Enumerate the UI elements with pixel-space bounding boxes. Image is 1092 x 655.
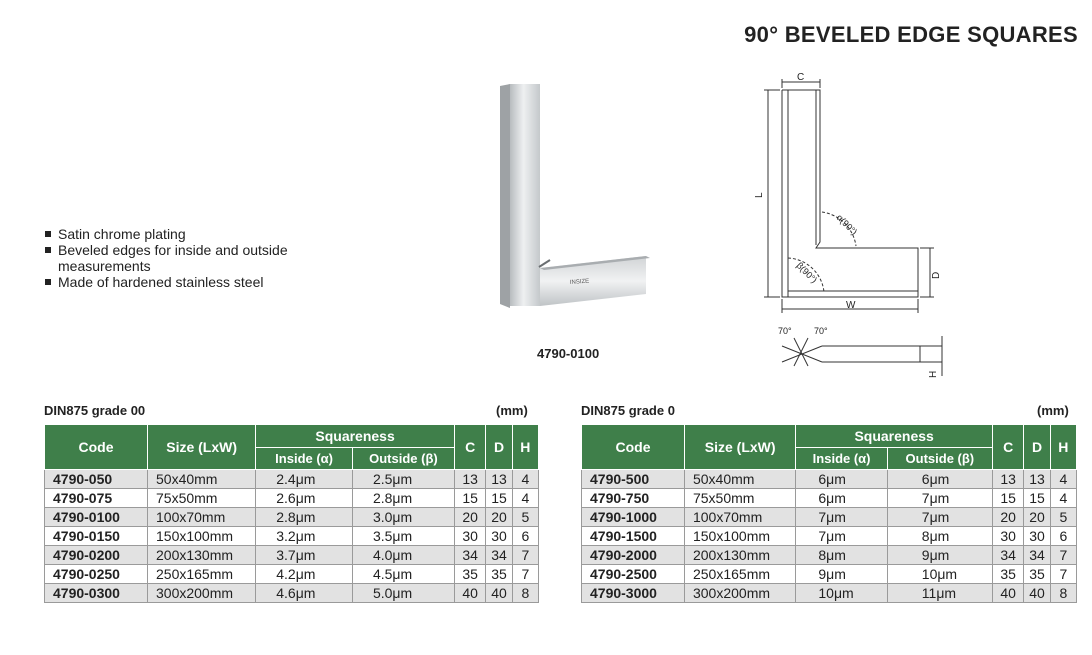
cell-d: 30 bbox=[1024, 527, 1050, 546]
cell-c: 15 bbox=[454, 489, 486, 508]
cell-outside: 7μm bbox=[887, 489, 992, 508]
cell-c: 35 bbox=[992, 565, 1024, 584]
cell-inside: 10μm bbox=[796, 584, 887, 603]
cell-inside: 2.8μm bbox=[256, 508, 353, 527]
cell-code: 4790-750 bbox=[582, 489, 685, 508]
cell-code: 4790-3000 bbox=[582, 584, 685, 603]
cell-inside: 4.6μm bbox=[256, 584, 353, 603]
cell-c: 34 bbox=[454, 546, 486, 565]
cell-h: 4 bbox=[512, 470, 538, 489]
cell-d: 13 bbox=[1024, 470, 1050, 489]
cell-outside: 2.5μm bbox=[352, 470, 454, 489]
cell-c: 30 bbox=[454, 527, 486, 546]
cell-inside: 2.6μm bbox=[256, 489, 353, 508]
feature-list bbox=[44, 226, 290, 290]
cell-size: 200x130mm bbox=[684, 546, 795, 565]
cell-inside: 3.7μm bbox=[256, 546, 353, 565]
table-row bbox=[45, 489, 539, 508]
grade-label-right: DIN875 grade 0 bbox=[581, 403, 675, 418]
label-70-right: 70° bbox=[814, 326, 828, 336]
table-row bbox=[45, 546, 539, 565]
cell-outside: 3.5μm bbox=[352, 527, 454, 546]
cell-inside: 3.2μm bbox=[256, 527, 353, 546]
cell-size: 200x130mm bbox=[148, 546, 256, 565]
cell-inside: 4.2μm bbox=[256, 565, 353, 584]
table-row bbox=[582, 489, 1077, 508]
table-row bbox=[45, 470, 539, 489]
cell-inside: 8μm bbox=[796, 546, 887, 565]
cell-h: 5 bbox=[1050, 508, 1076, 527]
header-c: C bbox=[454, 425, 486, 470]
cell-c: 13 bbox=[454, 470, 486, 489]
cell-code: 4790-050 bbox=[45, 470, 148, 489]
label-c: C bbox=[797, 72, 805, 83]
cell-h: 8 bbox=[512, 584, 538, 603]
header-size: Size (LxW) bbox=[684, 425, 795, 470]
cell-inside: 7μm bbox=[796, 508, 887, 527]
cell-d: 15 bbox=[1024, 489, 1050, 508]
unit-label-left: (mm) bbox=[496, 403, 528, 418]
cell-inside: 6μm bbox=[796, 470, 887, 489]
cell-outside: 8μm bbox=[887, 527, 992, 546]
cell-code: 4790-1000 bbox=[582, 508, 685, 527]
label-l: L bbox=[754, 192, 765, 198]
table-row bbox=[45, 508, 539, 527]
table-row bbox=[582, 527, 1077, 546]
cell-size: 100x70mm bbox=[684, 508, 795, 527]
header-size: Size (LxW) bbox=[148, 425, 256, 470]
cell-inside: 7μm bbox=[796, 527, 887, 546]
table-row bbox=[45, 527, 539, 546]
cell-size: 50x40mm bbox=[684, 470, 795, 489]
table-row bbox=[582, 565, 1077, 584]
cell-code: 4790-0100 bbox=[45, 508, 148, 527]
header-h: H bbox=[512, 425, 538, 470]
cell-d: 13 bbox=[486, 470, 512, 489]
cell-h: 7 bbox=[1050, 565, 1076, 584]
cell-h: 4 bbox=[1050, 470, 1076, 489]
table-row bbox=[582, 584, 1077, 603]
cell-c: 20 bbox=[992, 508, 1024, 527]
cell-outside: 4.5μm bbox=[352, 565, 454, 584]
cell-d: 35 bbox=[486, 565, 512, 584]
header-inside: Inside (α) bbox=[256, 448, 353, 470]
cell-h: 5 bbox=[512, 508, 538, 527]
header-code: Code bbox=[582, 425, 685, 470]
cell-size: 150x100mm bbox=[148, 527, 256, 546]
spec-table-right bbox=[581, 424, 1077, 603]
cell-code: 4790-2000 bbox=[582, 546, 685, 565]
cell-code: 4790-2500 bbox=[582, 565, 685, 584]
table-row bbox=[45, 565, 539, 584]
feature-item: Made of hardened stainless steel bbox=[44, 274, 290, 290]
feature-item: Beveled edges for inside and outside measurements bbox=[44, 242, 290, 274]
feature-item: Satin chrome plating bbox=[44, 226, 290, 242]
cell-d: 15 bbox=[486, 489, 512, 508]
cell-c: 20 bbox=[454, 508, 486, 527]
header-outside: Outside (β) bbox=[352, 448, 454, 470]
cell-h: 8 bbox=[1050, 584, 1076, 603]
cell-h: 7 bbox=[512, 565, 538, 584]
grade-label-left: DIN875 grade 00 bbox=[44, 403, 146, 418]
product-caption: 4790-0100 bbox=[537, 346, 600, 361]
cell-outside: 3.0μm bbox=[352, 508, 454, 527]
cell-c: 15 bbox=[992, 489, 1024, 508]
cell-size: 75x50mm bbox=[148, 489, 256, 508]
cell-size: 50x40mm bbox=[148, 470, 256, 489]
header-inside: Inside (α) bbox=[796, 448, 887, 470]
header-d: D bbox=[1024, 425, 1050, 470]
cell-code: 4790-075 bbox=[45, 489, 148, 508]
header-c: C bbox=[992, 425, 1024, 470]
label-70-left: 70° bbox=[778, 326, 792, 336]
technical-drawing bbox=[752, 70, 952, 385]
label-alpha: α(90°) bbox=[834, 212, 860, 237]
cell-c: 13 bbox=[992, 470, 1024, 489]
cell-d: 34 bbox=[1024, 546, 1050, 565]
cell-h: 4 bbox=[512, 489, 538, 508]
cell-c: 35 bbox=[454, 565, 486, 584]
cell-d: 20 bbox=[1024, 508, 1050, 527]
cell-outside: 11μm bbox=[887, 584, 992, 603]
header-code: Code bbox=[45, 425, 148, 470]
cell-h: 6 bbox=[1050, 527, 1076, 546]
cell-d: 34 bbox=[486, 546, 512, 565]
cell-d: 20 bbox=[486, 508, 512, 527]
header-d: D bbox=[486, 425, 512, 470]
cell-size: 300x200mm bbox=[684, 584, 795, 603]
label-w: W bbox=[846, 300, 856, 311]
cell-size: 150x100mm bbox=[684, 527, 795, 546]
cell-inside: 6μm bbox=[796, 489, 887, 508]
cell-c: 30 bbox=[992, 527, 1024, 546]
cell-code: 4790-1500 bbox=[582, 527, 685, 546]
cell-outside: 2.8μm bbox=[352, 489, 454, 508]
header-h: H bbox=[1050, 425, 1076, 470]
header-outside: Outside (β) bbox=[887, 448, 992, 470]
cell-size: 300x200mm bbox=[148, 584, 256, 603]
unit-label-right: (mm) bbox=[1037, 403, 1069, 418]
cell-code: 4790-0300 bbox=[45, 584, 148, 603]
cell-code: 4790-500 bbox=[582, 470, 685, 489]
cell-h: 4 bbox=[1050, 489, 1076, 508]
cell-outside: 10μm bbox=[887, 565, 992, 584]
cell-code: 4790-0250 bbox=[45, 565, 148, 584]
cell-h: 7 bbox=[1050, 546, 1076, 565]
cell-inside: 9μm bbox=[796, 565, 887, 584]
cell-outside: 5.0μm bbox=[352, 584, 454, 603]
cell-h: 7 bbox=[512, 546, 538, 565]
label-beta: β(90°) bbox=[794, 260, 820, 285]
table-row bbox=[45, 584, 539, 603]
cell-code: 4790-0150 bbox=[45, 527, 148, 546]
table-row bbox=[582, 546, 1077, 565]
cell-outside: 7μm bbox=[887, 508, 992, 527]
cell-c: 34 bbox=[992, 546, 1024, 565]
cell-d: 30 bbox=[486, 527, 512, 546]
label-d: D bbox=[931, 271, 942, 279]
cell-code: 4790-0200 bbox=[45, 546, 148, 565]
header-squareness: Squareness bbox=[256, 425, 455, 448]
page-title: 90° BEVELED EDGE SQUARES bbox=[744, 22, 1078, 47]
header-squareness: Squareness bbox=[796, 425, 993, 448]
cell-outside: 4.0μm bbox=[352, 546, 454, 565]
cell-inside: 2.4μm bbox=[256, 470, 353, 489]
cell-outside: 6μm bbox=[887, 470, 992, 489]
cell-size: 250x165mm bbox=[148, 565, 256, 584]
table-row bbox=[582, 508, 1077, 527]
cell-size: 100x70mm bbox=[148, 508, 256, 527]
product-marking: INSIZE bbox=[569, 278, 590, 286]
cell-d: 40 bbox=[1024, 584, 1050, 603]
cell-d: 35 bbox=[1024, 565, 1050, 584]
product-photo bbox=[498, 82, 658, 322]
label-h: H bbox=[928, 370, 939, 378]
cell-h: 6 bbox=[512, 527, 538, 546]
table-row bbox=[582, 470, 1077, 489]
cell-d: 40 bbox=[486, 584, 512, 603]
cell-c: 40 bbox=[992, 584, 1024, 603]
cell-c: 40 bbox=[454, 584, 486, 603]
cell-outside: 9μm bbox=[887, 546, 992, 565]
cell-size: 250x165mm bbox=[684, 565, 795, 584]
spec-table-left bbox=[44, 424, 539, 603]
cell-size: 75x50mm bbox=[684, 489, 795, 508]
